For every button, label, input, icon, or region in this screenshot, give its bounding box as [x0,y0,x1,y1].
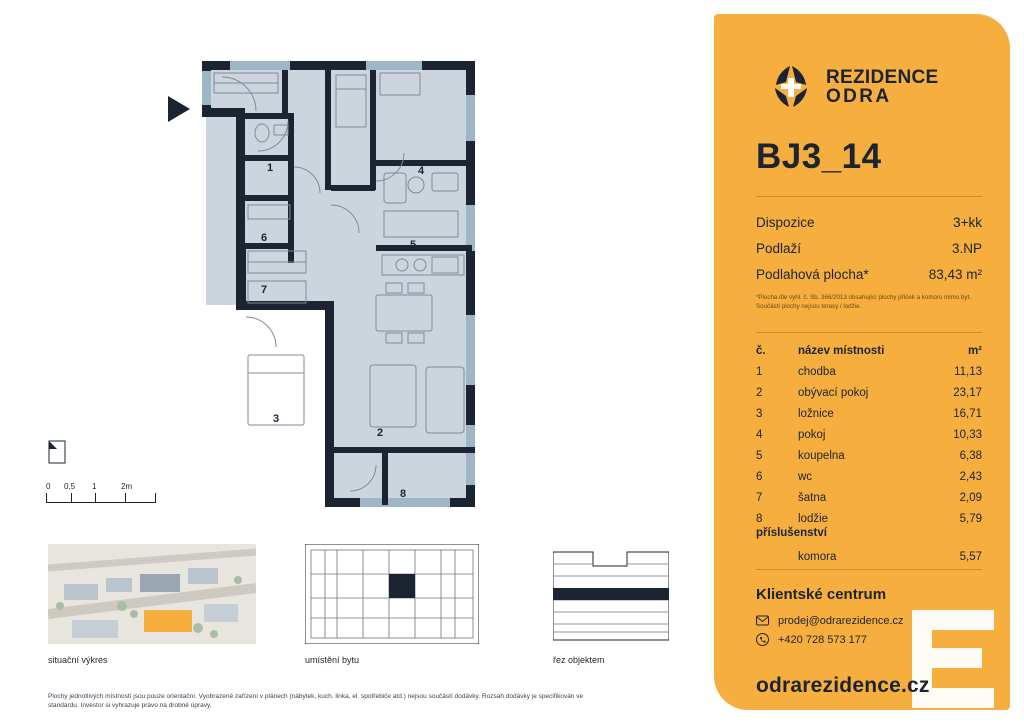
room-area: 5,79 [959,513,982,525]
table-row [756,366,982,387]
spec-podlazi-label: Podlaží [756,241,802,256]
mail-icon [756,614,769,627]
room-area: 23,17 [953,387,982,399]
room-area: 16,71 [953,408,982,420]
room-num: 6 [756,471,763,483]
spec-plocha-label: Podlahová plocha* [756,267,869,282]
room-number-5: 5 [410,239,417,251]
room-name: šatna [798,492,827,504]
building-section-caption: řez objektem [553,655,605,665]
sheet-footnote: Plochy jednotlivých místností jsou pouze orientační. Vyobrazené zařízení v plánech (nábytek, kuch. linka, el. spotřebiče atd.) nejsou součástí dodávky. Rozsah dodávky je specifikován ve standardu. Investor si vyhrazuje právo na drobné úpravy. [48,693,584,710]
table-row [756,450,982,471]
room-number-3: 3 [273,413,280,425]
brand-name-line2: ODRA [826,86,892,107]
accessories-title: příslušenství [756,527,827,539]
accessory-area: 5,57 [959,551,982,563]
brand-name-line1: REZIDENCE [826,66,939,88]
accessory-name: komora [798,551,837,563]
scale-tick-0: 0 [46,482,51,491]
client-center-title: Klientské centrum [756,586,887,603]
brand-logo [768,64,939,110]
table-row [756,471,982,492]
table-row [756,492,982,513]
rooms-table [756,366,982,534]
scale-tick-3: 2m [121,482,133,491]
room-num: 5 [756,450,763,462]
thumbnail-row [0,536,712,676]
room-num: 1 [756,366,763,378]
spec-plocha-value: 83,43 m² [928,267,982,282]
apartment-floorplan [170,55,510,510]
room-name: wc [798,471,813,483]
rooms-header-name: název místnosti [798,345,885,357]
spec-plocha [756,267,982,282]
room-area: 11,13 [954,366,982,378]
table-row [756,387,982,408]
room-num: 8 [756,513,763,525]
room-num: 2 [756,387,763,399]
area-disclaimer: *Plocha dle vyhl. č. Sb, 366/2013 obsahující plochy příček a komoru mimo byt. Součástí plochy nejsou terasy / lodžie. [756,294,971,311]
contact-email-text: prodej@odrarezidence.cz [778,614,904,627]
scale-bar [46,482,156,503]
divider-1 [756,196,982,197]
room-name: ložnice [798,408,834,420]
room-name: chodba [798,366,836,378]
room-num: 3 [756,408,763,420]
phone-icon [756,633,769,646]
spec-dispozice [756,215,982,230]
site-plan-thumb[interactable] [48,544,256,644]
room-number-8: 8 [400,488,407,500]
rooms-header-area: m² [967,345,982,357]
divider-3 [756,569,982,570]
floor-key-plan-caption: umístění bytu [305,655,360,665]
scale-tick-1: 0,5 [64,482,76,491]
room-number-2: 2 [377,427,384,439]
room-name: pokoj [798,429,826,441]
website-url[interactable]: odrarezidence.cz [756,674,930,697]
room-area: 2,09 [959,492,982,504]
table-row [756,408,982,429]
spec-dispozice-value: 3+kk [953,215,982,230]
table-row [756,429,982,450]
floor-key-plan-thumb[interactable] [305,544,479,644]
room-number-7: 7 [261,284,268,296]
room-name: obývací pokoj [798,387,869,399]
room-name: lodžie [798,513,829,525]
room-num: 7 [756,492,763,504]
divider-2 [756,332,982,333]
leaf-logo-icon [768,64,814,110]
spec-dispozice-label: Dispozice [756,215,815,230]
unit-title: BJ3_14 [756,137,882,176]
contact-email[interactable] [756,614,904,627]
room-name: koupelna [798,450,845,462]
room-num: 4 [756,429,763,441]
room-area: 6,38 [959,450,982,462]
room-number-1: 1 [267,162,274,174]
room-area: 2,43 [959,471,982,483]
room-area: 10,33 [953,429,982,441]
rooms-header-num: č. [756,345,766,357]
contact-phone[interactable] [756,633,867,646]
building-section-thumb[interactable] [553,544,669,644]
spec-podlazi-value: 3.NP [951,241,982,256]
spec-podlazi [756,241,982,256]
site-plan-caption: situační výkres [48,655,108,665]
scale-tick-2: 1 [92,482,97,491]
room-number-4: 4 [418,165,425,177]
contact-phone-text: +420 728 573 177 [778,633,868,646]
room-number-6: 6 [261,232,268,244]
north-arrow-icon [48,440,74,464]
info-panel [714,14,1010,710]
